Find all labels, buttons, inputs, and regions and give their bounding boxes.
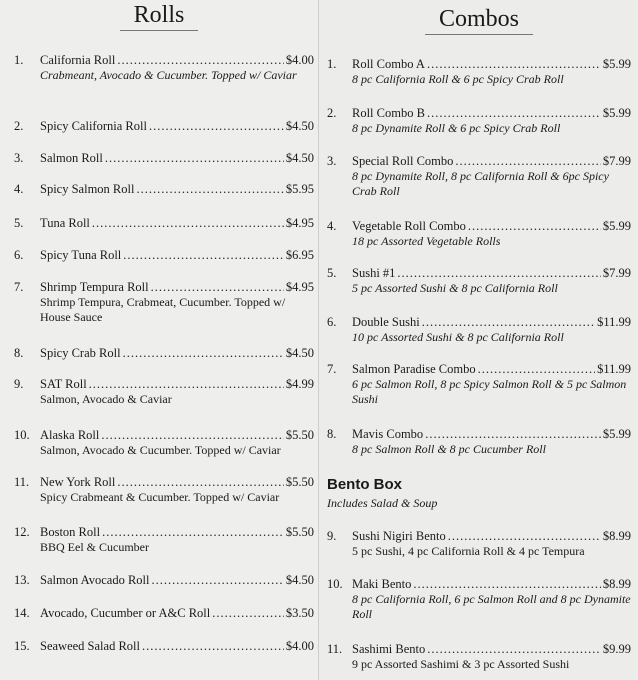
item-number: 8.	[327, 427, 337, 441]
item-name: Salmon Roll	[40, 151, 103, 165]
item-name: Sushi #1	[352, 266, 396, 280]
item-price: $4.99	[285, 377, 314, 391]
item-price: $4.95	[285, 280, 314, 294]
combos-heading: Combos	[319, 4, 638, 35]
combos-item-3	[327, 153, 631, 199]
item-description: 9 pc Assorted Sashimi & 3 pc Assorted Sushi	[352, 657, 570, 671]
rolls-item-3	[14, 150, 314, 166]
item-name: Special Roll Combo	[352, 154, 454, 168]
combos-item-7	[327, 361, 631, 407]
combos-item-5	[327, 265, 631, 296]
item-price: $4.50	[285, 346, 314, 360]
combos-item-2	[327, 105, 631, 136]
item-number: 5.	[327, 266, 337, 280]
item-name: Avocado, Cucumber or A&C Roll	[40, 606, 211, 620]
combos-item-8	[327, 426, 631, 457]
rolls-item-13	[14, 572, 314, 588]
item-price: $5.99	[602, 219, 631, 233]
item-number: 15.	[14, 639, 30, 653]
item-description: 8 pc California Roll, 6 pc Salmon Roll and 8 pc Dynamite Roll	[352, 592, 631, 621]
item-price: $5.50	[285, 428, 314, 442]
item-number: 1.	[327, 57, 337, 71]
item-description: Shrimp Tempura, Crabmeat, Cucumber. Topped w/ House Sauce	[40, 295, 286, 324]
item-price: $9.99	[602, 642, 631, 656]
item-number: 7.	[14, 280, 24, 294]
item-name: Spicy Crab Roll	[40, 346, 121, 360]
item-number: 10.	[14, 428, 30, 442]
item-name: Spicy California Roll	[40, 119, 147, 133]
bento-subheading: Includes Salad & Soup	[327, 496, 438, 510]
item-price: $5.99	[602, 57, 631, 71]
item-number: 3.	[327, 154, 337, 168]
rolls-item-4	[14, 181, 314, 197]
item-price: $7.99	[602, 266, 631, 280]
item-description: 6 pc Salmon Roll, 8 pc Spicy Salmon Roll & 5 pc Salmon Sushi	[352, 377, 627, 406]
item-description: 5 pc Assorted Sushi & 8 pc California Roll	[352, 281, 558, 295]
bento-item-11	[327, 641, 631, 672]
item-price: $4.50	[285, 573, 314, 587]
rolls-item-12	[14, 524, 314, 555]
rolls-item-1	[14, 52, 314, 83]
item-price: $5.99	[602, 106, 631, 120]
item-description: Salmon, Avocado & Cucumber. Topped w/ Caviar	[40, 443, 281, 457]
rolls-item-5	[14, 215, 314, 231]
rolls-item-9	[14, 376, 314, 407]
bento-item-9	[327, 528, 631, 559]
rolls-item-8	[14, 345, 314, 361]
item-number: 8.	[14, 346, 24, 360]
item-price: $4.50	[285, 119, 314, 133]
item-number: 11.	[14, 475, 30, 489]
item-name: Sushi Nigiri Bento	[352, 529, 446, 543]
item-number: 2.	[327, 106, 337, 120]
item-price: $4.00	[285, 53, 314, 67]
item-name: Salmon Avocado Roll	[40, 573, 150, 587]
item-name: California Roll	[40, 53, 116, 67]
item-price: $6.95	[285, 248, 314, 262]
item-price: $5.50	[285, 475, 314, 489]
item-name: Salmon Paradise Combo	[352, 362, 476, 376]
item-price: $3.50	[285, 606, 314, 620]
item-description: Salmon, Avocado & Caviar	[40, 392, 172, 406]
item-name: Boston Roll	[40, 525, 101, 539]
item-name: Spicy Salmon Roll	[40, 182, 135, 196]
item-number: 6.	[327, 315, 337, 329]
item-price: $11.99	[597, 315, 631, 329]
item-price: $4.50	[285, 151, 314, 165]
item-number: 4.	[14, 182, 24, 196]
item-number: 9.	[14, 377, 24, 391]
rolls-item-15	[14, 638, 314, 654]
item-number: 10.	[327, 577, 343, 591]
item-number: 5.	[14, 216, 24, 230]
combos-item-1	[327, 56, 631, 87]
item-price: $4.95	[285, 216, 314, 230]
item-name: Spicy Tuna Roll	[40, 248, 122, 262]
item-price: $5.99	[602, 427, 631, 441]
item-number: 11.	[327, 642, 343, 656]
rolls-item-7	[14, 279, 314, 325]
item-price: $7.99	[602, 154, 631, 168]
item-description: 8 pc California Roll & 6 pc Spicy Crab Roll	[352, 72, 564, 86]
item-description: 18 pc Assorted Vegetable Rolls	[352, 234, 501, 248]
item-number: 1.	[14, 53, 24, 67]
item-price: $11.99	[597, 362, 631, 376]
bento-item-10	[327, 576, 631, 622]
item-price: $8.99	[602, 529, 631, 543]
item-name: Shrimp Tempura Roll	[40, 280, 149, 294]
item-name: Maki Bento	[352, 577, 412, 591]
item-description: 5 pc Sushi, 4 pc California Roll & 4 pc Tempura	[352, 544, 585, 558]
item-name: Roll Combo A	[352, 57, 425, 71]
item-number: 13.	[14, 573, 30, 587]
item-name: Mavis Combo	[352, 427, 424, 441]
item-name: Vegetable Roll Combo	[352, 219, 466, 233]
item-description: Spicy Crabmeant & Cucumber. Topped w/ Caviar	[40, 490, 280, 504]
combos-item-4	[327, 218, 631, 249]
combos-item-6	[327, 314, 631, 345]
rolls-item-14	[14, 605, 314, 621]
item-description: 8 pc Dynamite Roll & 6 pc Spicy Crab Roll	[352, 121, 561, 135]
item-name: Seaweed Salad Roll	[40, 639, 140, 653]
item-number: 4.	[327, 219, 337, 233]
item-description: 10 pc Assorted Sushi & 8 pc California Roll	[352, 330, 564, 344]
item-description: 8 pc Dynamite Roll, 8 pc California Roll & 6pc Spicy Crab Roll	[352, 169, 609, 198]
rolls-heading: Rolls	[0, 0, 318, 31]
item-name: Double Sushi	[352, 315, 420, 329]
item-price: $5.95	[285, 182, 314, 196]
bento-heading: Bento Box	[327, 476, 402, 493]
item-number: 6.	[14, 248, 24, 262]
item-number: 9.	[327, 529, 337, 543]
rolls-item-6	[14, 247, 314, 263]
rolls-item-10	[14, 427, 314, 458]
rolls-item-2	[14, 118, 314, 134]
item-number: 3.	[14, 151, 24, 165]
combos-column	[318, 0, 638, 680]
item-name: SAT Roll	[40, 377, 87, 391]
item-number: 2.	[14, 119, 24, 133]
rolls-item-11	[14, 474, 314, 505]
item-number: 12.	[14, 525, 30, 539]
item-description: BBQ Eel & Cucumber	[40, 540, 149, 554]
item-name: Sashimi Bento	[352, 642, 426, 656]
item-number: 7.	[327, 362, 337, 376]
item-price: $5.50	[285, 525, 314, 539]
item-price: $4.00	[285, 639, 314, 653]
item-name: Alaska Roll	[40, 428, 100, 442]
item-name: Tuna Roll	[40, 216, 90, 230]
item-name: New York Roll	[40, 475, 116, 489]
item-number: 14.	[14, 606, 30, 620]
item-name: Roll Combo B	[352, 106, 425, 120]
item-description: Crabmeant, Avocado & Cucumber. Topped w/ Caviar	[40, 68, 297, 82]
item-price: $8.99	[602, 577, 631, 591]
item-description: 8 pc Salmon Roll & 8 pc Cucumber Roll	[352, 442, 546, 456]
